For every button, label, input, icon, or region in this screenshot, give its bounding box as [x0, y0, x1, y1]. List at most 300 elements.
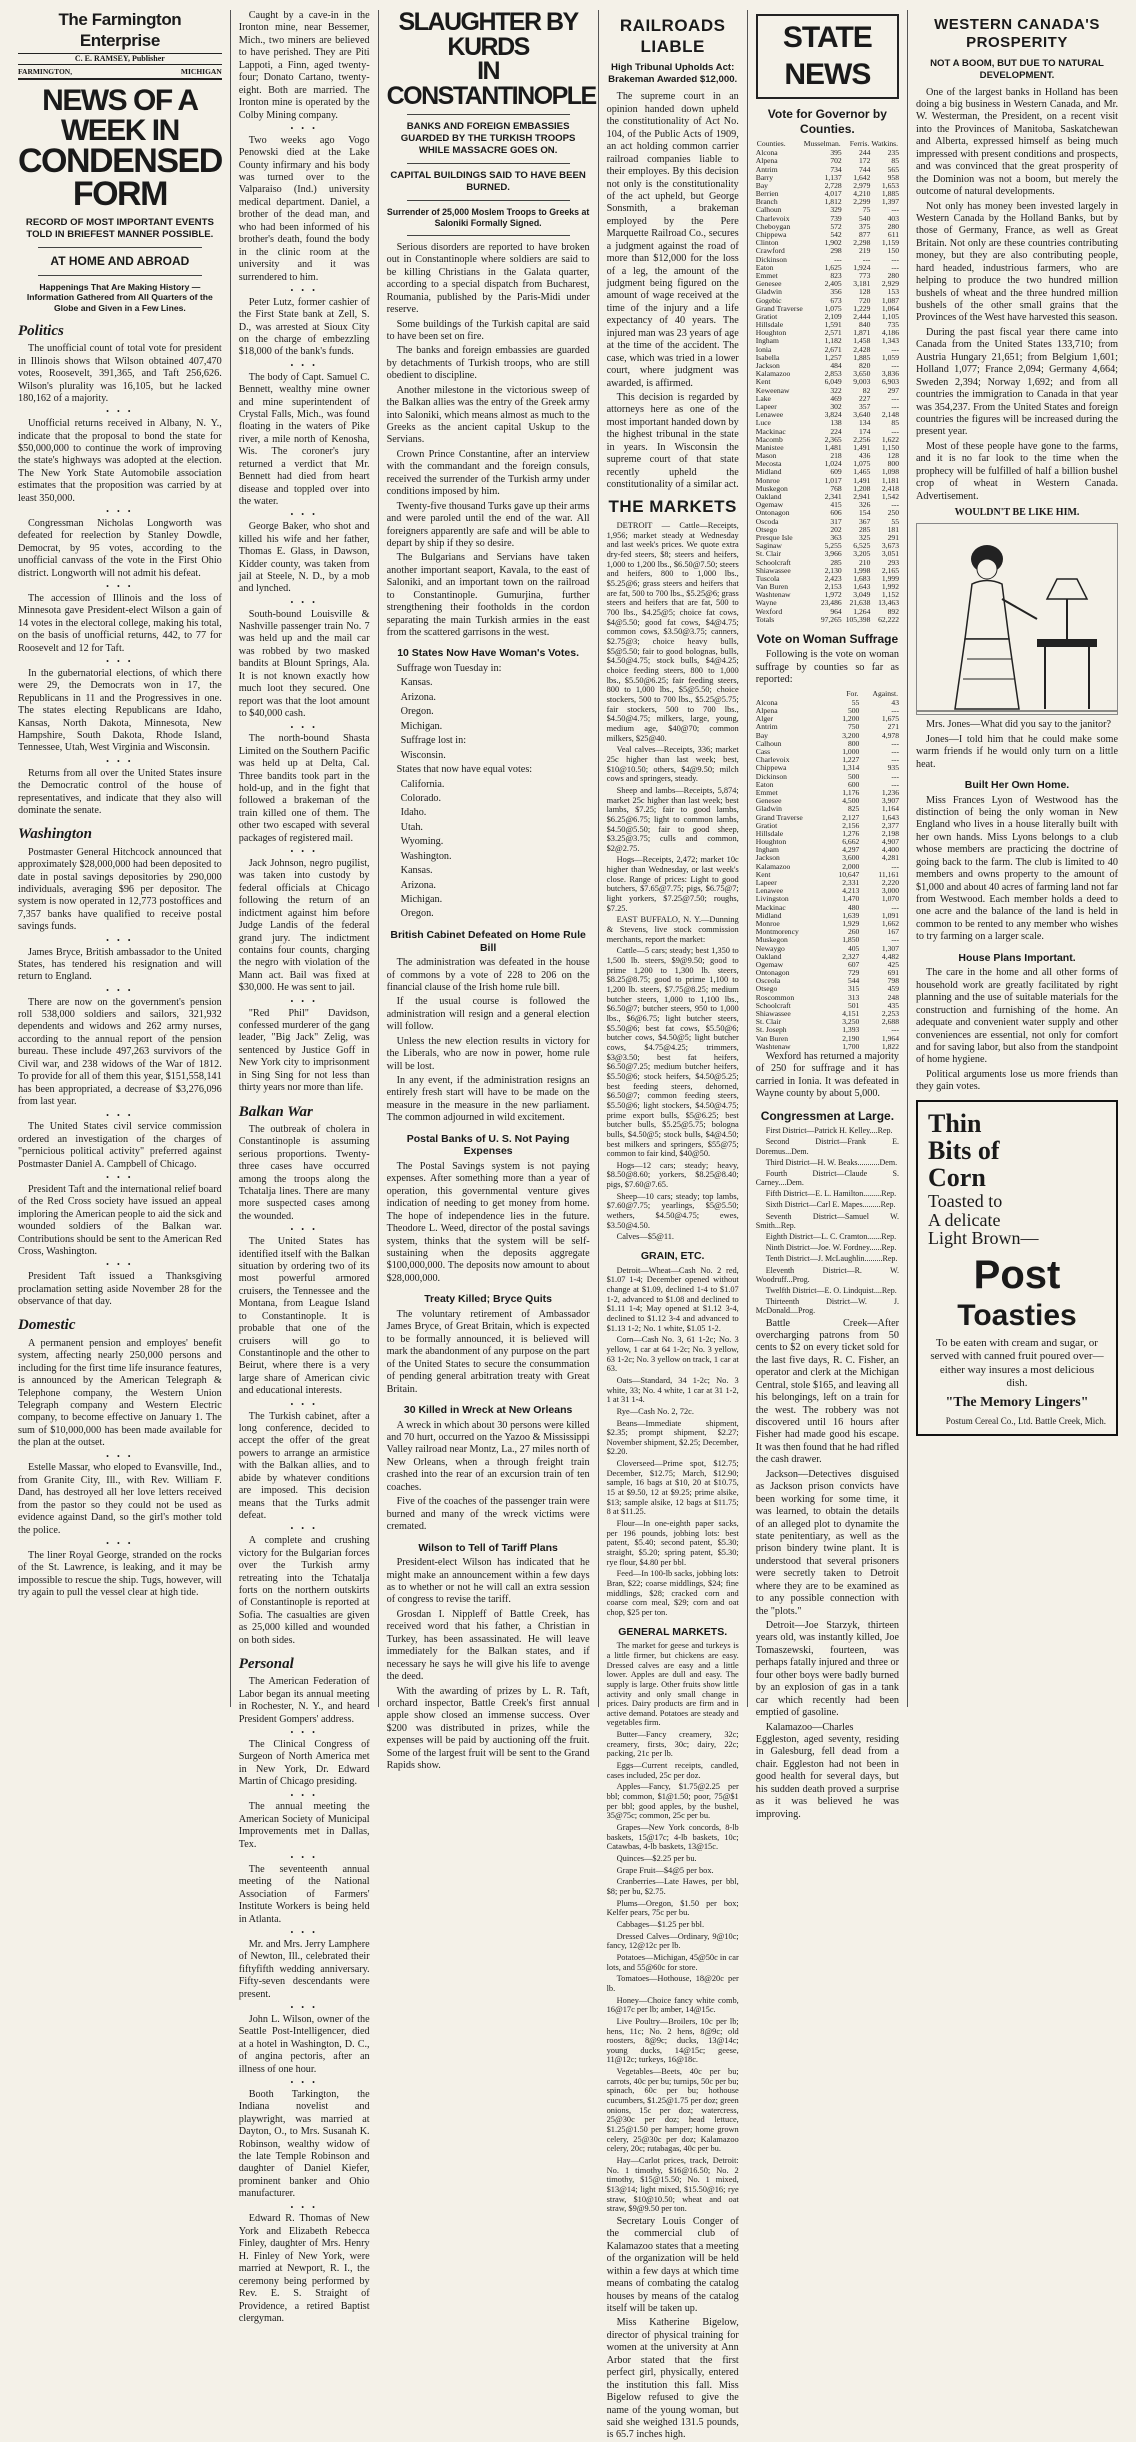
- vote-count: ---: [891, 738, 899, 748]
- county-name: Dickinson: [755, 771, 787, 781]
- vote-count: ---: [891, 205, 899, 215]
- vote-count: 4,978: [881, 730, 899, 740]
- vote-count: 285: [830, 557, 842, 567]
- vote-count: 435: [887, 1000, 899, 1010]
- newspaper-page: [10, 8, 1126, 2441]
- vote-count: 935: [887, 763, 899, 773]
- county-name: Muskegon: [755, 483, 788, 493]
- vote-count: 1,871: [853, 328, 871, 338]
- vote-count: 820: [859, 361, 871, 371]
- masthead-dateline: [18, 64, 222, 80]
- vote-count: 540: [859, 213, 871, 223]
- county-name: Grand Traverse: [755, 812, 803, 822]
- post-toasties-advertisement: [916, 1100, 1118, 1437]
- county-name: Luce: [755, 418, 771, 428]
- vote-count: 2,688: [881, 1017, 899, 1027]
- vote-count: 2,941: [853, 492, 871, 502]
- paragraph: Colorado.: [400, 792, 442, 804]
- section-dots: • • •: [290, 1728, 318, 1738]
- vote-count: 3,205: [853, 549, 871, 559]
- vote-count: ---: [891, 747, 899, 757]
- vote-count: ---: [891, 779, 899, 789]
- vote-count: 1,481: [824, 442, 842, 452]
- vote-count: 4,297: [842, 845, 860, 855]
- county-name: Eaton: [755, 779, 774, 789]
- vote-count: 2,148: [881, 410, 899, 420]
- paragraph: Fifth District—E. L. Hamilton.........Rep.: [765, 1189, 897, 1199]
- cartoon-caption-1: Mrs. Jones—What did you say to the janitor?: [926, 719, 1112, 731]
- paragraph: Hay—Carlot prices, track, Detroit: No. 1 timothy, $16@16.50; No. 2 timothy, $15@15.50; No. 1 mixed, $13@14; light mixed, $15.50@16; rye straw, $10@10.50; wheat and oat straw, $9@9.50 per ton.: [606, 2156, 739, 2214]
- canada-deck: NOT A BOOM, BUT DUE TO NATURAL DEVELOPMENT.: [930, 57, 1104, 81]
- vote-count: 2,341: [824, 492, 842, 502]
- vote-count: 3,836: [881, 369, 899, 379]
- vote-count: 297: [887, 385, 899, 395]
- vote-count: 2,153: [824, 582, 842, 592]
- vote-count: 825: [847, 804, 860, 814]
- vote-count: 3,600: [842, 853, 860, 863]
- vote-count: 1,675: [881, 714, 899, 724]
- county-name: Muskegon: [755, 935, 788, 945]
- vote-count: 363: [830, 532, 842, 542]
- county-name: Isabella: [755, 352, 780, 362]
- county-name: St. Joseph: [755, 1025, 787, 1035]
- section-dots: • • •: [106, 1173, 134, 1183]
- gov-col-musselman: Musselman.: [803, 138, 841, 148]
- vote-count: 5,255: [824, 541, 842, 551]
- washington-paras: [18, 847, 222, 1309]
- vote-count: 1,622: [881, 434, 899, 444]
- section-dots: • • •: [290, 360, 318, 370]
- vote-count: 1,087: [881, 295, 899, 305]
- paragraph: The seventeenth annual meeting of the National Association of Farmers' Institute Workers is being held in Atlanta.: [238, 1863, 370, 1925]
- county-name: Keweenaw: [755, 385, 790, 395]
- paragraph: Washington.: [400, 850, 452, 862]
- heading-governor-vote: Vote for Governor by Counties.: [767, 107, 887, 136]
- county-name: Ontonagon: [755, 968, 790, 978]
- paragraph: Thirteenth District—W. J. McDonald....Prog.: [755, 1297, 899, 1316]
- paragraph: President Taft issued a Thanksgiving proclamation setting aside November 28 for the observance of that day.: [18, 1271, 222, 1308]
- paragraph: Unless the new election results in victory for the Liberals, who are now in power, home rule will be lost.: [386, 1035, 590, 1072]
- county-name: Cheboygan: [755, 221, 791, 231]
- paragraph: Sheep and lambs—Receipts, 5,874; market 25c higher than last week; best lambs, $7.25; fair to good lambs, $6.25@6.75; light to common lambs, $4.50@5.50; fair to good sheep, $3.25@3.75; culls and common, $2@2.75.: [606, 785, 739, 853]
- vote-count: 1,902: [824, 238, 842, 248]
- vote-count: 2,256: [853, 434, 871, 444]
- vote-count: 1,397: [881, 197, 899, 207]
- paragraph: Not only has money been invested largely in Western Canada by the Holland Banks, but by those of Germany, France, as well as Great Britain. Not only are these countries contributing money, but they are also contributing people, hard headed, industrious farmers, who are helping to produce the two hundred million bushels of wheat and the three hundred million bushels of the other small grains that the Provinces of the West have harvested this season.: [916, 200, 1118, 324]
- vote-count: 1,929: [842, 918, 860, 928]
- cartoon-caption-2: Jones—I told him that he could make some warm friends if he would only turn on a little heat.: [916, 733, 1118, 770]
- vote-count: ---: [891, 361, 899, 371]
- vote-count: 1,181: [881, 475, 899, 485]
- paragraph: Serious disorders are reported to have broken out in Constantinople where soldiers are said to be killing Christians in the Galata quarter, according to a special dispatch from Bucharest, Roumania, published by the Paris-Midi under reserve.: [386, 241, 590, 316]
- paragraph: Unofficial returns received in Albany, N. Y., indicate that the proposal to bond the state for $50,000,000 to continue the work of improving the state's highways was adopted at the election. The New York State Automobile association estimates that the proposition was carried by at least 350,000.: [18, 418, 222, 504]
- paragraph: During the past fiscal year there came into Canada from the United States 133,710; from Austria Hungary 21,651; from Belgium 1,601; Holland 1,077; France 2,094; Germany 4,664; Sweden 2,394; Norway 1,692; and from all countries the immigration to Canada in that year was 354,237. From the United States and foreign countries the figures will be increased during the present year.: [916, 326, 1118, 438]
- county-name: Lenawee: [755, 410, 784, 420]
- politics-paras: [18, 343, 222, 817]
- heading-wouldnt: WOULDN'T BE LIKE HIM.: [954, 507, 1080, 518]
- vote-count: 2,377: [881, 820, 899, 830]
- paragraph: Utah.: [400, 821, 423, 833]
- governor-vote-table: [756, 139, 899, 624]
- vote-count: 415: [830, 500, 842, 510]
- vote-count: 739: [830, 213, 842, 223]
- vote-count: 768: [830, 483, 842, 493]
- vote-count: 2,000: [842, 861, 860, 871]
- vote-count: 3,000: [881, 886, 899, 896]
- gov-totals-watkins: 62,222: [878, 614, 899, 624]
- vote-count: 1,307: [881, 943, 899, 953]
- county-name: Roscommon: [755, 992, 795, 1002]
- vote-count: 1,200: [842, 714, 860, 724]
- vote-count: 500: [847, 771, 860, 781]
- paragraph: The outbreak of cholera in Constantinople is assuming serious proportions. Twenty-three cases have occurred among the troops along the Tchatalja lines. There are many more suspected cases among the wounded.: [238, 1123, 370, 1222]
- paragraph: Michigan.: [400, 720, 443, 732]
- vote-count: 425: [887, 959, 899, 969]
- vote-count: 3,181: [853, 279, 871, 289]
- ad-line-3: Corn: [928, 1163, 986, 1193]
- governor-table-totals: [756, 616, 899, 624]
- vote-count: 892: [887, 606, 899, 616]
- paragraph: Mr. and Mrs. Jerry Lamphere of Newton, Ill., celebrated their fiftyfifth wedding anniversary. Fifty-seven descendants were present.: [238, 1938, 370, 2000]
- vote-count: 1,885: [853, 352, 871, 362]
- vote-count: 1,470: [842, 894, 860, 904]
- vote-count: 154: [859, 508, 871, 518]
- col3-deck2: CAPITAL BUILDINGS SAID TO HAVE BEEN BURNED.: [390, 169, 586, 193]
- vote-count: 4,907: [881, 837, 899, 847]
- vote-count: 1,885: [881, 189, 899, 199]
- vote-count: 1,182: [824, 336, 842, 346]
- vote-count: 403: [887, 213, 899, 223]
- county-name: Berrien: [755, 189, 779, 199]
- state-news-title: STATE NEWS: [782, 21, 872, 91]
- paragraph: Booth Tarkington, the Indiana novelist and playwright, was married at Dayton, O., to Mrs. Susanah K. Robinson, wealthy widow of the late Temple Robinson and daughter of Daniel Kiefer, prominent banker and Ohio manufacturer.: [238, 2088, 370, 2200]
- vote-count: 291: [887, 532, 899, 542]
- section-dots: • • •: [290, 847, 318, 857]
- heading-treaty: Treaty Killed; Bryce Quits: [424, 1293, 552, 1306]
- county-name: Van Buren: [755, 1033, 789, 1043]
- paragraph: South-bound Louisville & Nashville passenger train No. 7 was held up and the mail car was robbed by two masked bandits at Blount Springs, Ala. It is not known exactly how much loot they secured. One report was that the loot amount to $40,000 cash.: [238, 608, 370, 720]
- vote-count: 3,673: [881, 541, 899, 551]
- vote-count: 1,653: [881, 180, 899, 190]
- table-row: [756, 518, 899, 526]
- paragraph: Dressed Calves—Ordinary, 9@10c; fancy, 12@12c per lb.: [606, 1931, 739, 1951]
- vote-count: 9,003: [853, 377, 871, 387]
- heading-wreck: 30 Killed in Wreck at New Orleans: [403, 1404, 573, 1417]
- county-name: Alcona: [755, 697, 778, 707]
- county-name: Kent: [755, 869, 771, 879]
- county-name: Chippewa: [755, 763, 787, 773]
- table-row: [756, 977, 899, 985]
- vote-count: 2,418: [881, 483, 899, 493]
- table-row: [756, 387, 899, 395]
- col1-headline-line1: NEWS OF A WEEK IN: [42, 84, 198, 147]
- vote-equal-list: [387, 779, 590, 921]
- paragraph: Secretary Louis Conger of the commercial club of Kalamazoo states that a meeting of the organization will be held within a few days at which time means of combating the catalog houses by means of the catalog itself will be taken up.: [606, 2215, 739, 2315]
- vote-count: 85: [891, 156, 899, 166]
- county-name: Montmorency: [755, 927, 799, 937]
- vote-count: 2,571: [824, 328, 842, 338]
- vote-count: 85: [891, 418, 899, 428]
- ad-toasties: Toasties: [957, 1299, 1077, 1333]
- paragraph: The annual meeting the American Society of Municipal Improvements met in Dallas, Tex.: [238, 1801, 370, 1850]
- heading-built-home: Built Her Own Home.: [964, 778, 1070, 791]
- vote-count: 271: [887, 722, 899, 732]
- ad-line-2: Bits of: [928, 1136, 1000, 1166]
- suffrage-intro: Following is the vote on woman suffrage by counties so far as reported:: [755, 649, 899, 686]
- heading-british-cabinet: British Cabinet Defeated on Home Rule Bill: [390, 928, 586, 954]
- county-name: Kent: [755, 377, 771, 387]
- vote-count: 2,979: [853, 180, 871, 190]
- vote-count: 2,127: [842, 812, 860, 822]
- vote-count: 172: [859, 156, 871, 166]
- paragraph: Cabbages—$1.25 per bbl.: [616, 1919, 705, 1929]
- section-dots: • • •: [290, 510, 318, 520]
- treaty-paras: [387, 1309, 590, 1396]
- vote-count: 227: [859, 393, 871, 403]
- grain-paras: [607, 1266, 739, 1618]
- vote-count: 1,314: [842, 763, 860, 773]
- section-dots: • • •: [290, 2003, 318, 2013]
- paragraph: Corn—Cash No. 3, 61 1-2c; No. 3 yellow, 1 car at 64 1-2c; No. 3 yellow, 63 1-2c; No. 3 yellow on track, 1 car at 63.: [606, 1335, 739, 1374]
- heading-railroads-liable: RAILROADS LIABLE: [619, 16, 726, 56]
- vote-count: ---: [891, 426, 899, 436]
- vote-count: 250: [887, 508, 899, 518]
- vote-count: 1,639: [842, 910, 860, 920]
- vote-count: 2,365: [824, 434, 842, 444]
- county-name: Manistee: [755, 442, 784, 452]
- paragraph: Michigan.: [400, 894, 443, 906]
- col5-last-paras: [756, 1318, 899, 1822]
- vote-count: 1,700: [842, 1041, 860, 1051]
- masthead-state: MICHIGAN: [180, 67, 222, 77]
- table-row: [756, 740, 899, 748]
- heading-general-markets: GENERAL MARKETS.: [618, 1625, 728, 1638]
- vote-count: ---: [891, 935, 899, 945]
- vote-count: 128: [887, 451, 899, 461]
- vote-count: 1,850: [842, 935, 860, 945]
- paragraph: Arizona.: [400, 879, 436, 891]
- paragraph: Cranberries—Late Hawes, per bbl, $8; per bu, $2.75.: [606, 1877, 739, 1896]
- vote-count: ---: [891, 706, 899, 716]
- vote-count: 798: [887, 976, 899, 986]
- county-name: Saginaw: [755, 541, 782, 551]
- vote-count: 1,276: [842, 828, 860, 838]
- vote-count: 1,465: [853, 467, 871, 477]
- section-dots: • • •: [106, 935, 134, 945]
- domestic-paras: [18, 1338, 222, 1600]
- col3-deck1: BANKS AND FOREIGN EMBASSIES GUARDED BY THE TURKISH TROOPS WHILE MASSACRE GOES ON.: [400, 121, 576, 156]
- vote-count: 1,924: [853, 262, 871, 272]
- state-news-box: [756, 14, 899, 99]
- county-name: Mackinac: [755, 902, 786, 912]
- heading-wilson: Wilson to Tell of Tariff Plans: [418, 1541, 558, 1554]
- vote-count: 800: [847, 738, 860, 748]
- vote-count: 202: [830, 524, 842, 534]
- paragraph: DETROIT — Cattle—Receipts, 1,956; market steady at Wednesday and last week's prices. We quote extra dry-fed steers, $8; steers and heifers, 1,000 to 1,200 lbs., $6.50@7.50; steers and heifers, 800 to 1,000 lbs., $5.25@6; grass steers and heifers that are fat, 500 to 700 lbs., $5.25@6; grass steers and heifers that are fat, 500 to 700 lbs., $4.25@5; choice fat cows, $4@5.50; good fat cows, $4@4.75; common cows, $3.50@3.75; canners, $2.75@3; choice heavy bulls, $5@5.50; fair to good bolognas, bulls, $4.50@4.75; stock bulls, $4@4.25; choice feeding steers, 800 to 1,000 lbs., $5.50@6.25; fair feeding steers, 800 to 1,000 lbs., $5@5.50; choice stockers, 500 to 700 lbs., $5.25@5.75; fair stockers, 500 to 700 lbs., $4.50@4.75; milkers, large, young, medium age, $40@70; common milkers, $25@40.: [606, 521, 739, 743]
- county-name: Calhoun: [755, 205, 782, 215]
- col3-headline-line2: IN CONSTANTINOPLE: [386, 57, 596, 110]
- gov-col-ferris: Ferris.: [849, 138, 870, 148]
- ad-line-1: Thin: [928, 1108, 982, 1138]
- paragraph: Hogs—Receipts, 2,472; market 10c higher than Wednesday, or last week's close. Range of prices: Light to good butchers, $7.65@7.75; pigs, $6.75@7; light yorkers, $7.25@7.50; roughs, $7.25.: [606, 855, 739, 913]
- table-row: [756, 707, 899, 715]
- county-name: Dickinson: [755, 254, 787, 264]
- vote-count: 3,824: [824, 410, 842, 420]
- paragraph: Cattle—5 cars; steady; best 1,350 to 1,500 lb. steers, $9@9.50; good to prime 1,200 to 1,300 lb. steers, $8.25@8.75; good to prime 1,100 to 1,200 lb. steers, $7.75@8.25; medium butcher steers, 1,000 to 1,100 lbs., $6.50@7; butcher steers, 950 to 1,000 lbs., $6@6.75; light butcher steers, $5.50@6; best fat cows, $5.50@6; butcher cows, $4.50@5; light butcher cows, $4.75@4.25; trimmers, $3@3.50; best fat heifers, $6.50@7.25; medium butcher heifers, $5.50@6; stock heifers, $4.50@5.25; best feeding steers, dehorned, $6.50@7; common feeding steers, $5.50@6; light stockers, $4.50@4.75; prime export bulls, $5@6.25; best butcher bulls, $5.25@5.75; bologna bulls, $4.50@5; stock bulls, $4@4.50; best milkers and springers, $55@75; common to fair kind, $40@50.: [606, 946, 739, 1159]
- paragraph: Sheep—10 cars; steady; top lambs, $7.60@7.75; yearlings, $5@5.50; wethers, $4.50@4.75; ewes, $3.50@4.50.: [606, 1191, 739, 1230]
- county-name: Alger: [755, 714, 774, 724]
- vote-won-list: [387, 677, 590, 762]
- paragraph: Edward R. Thomas of New York and Elizabeth Rebecca Finley, daughter of Mrs. Henry H. Finley of New York, were married at Newport, R. I., the ceremony being performed by Rev. E. S. Straight of Providence, a retired Baptist clergyman.: [238, 2213, 370, 2324]
- county-name: Ogemaw: [755, 959, 784, 969]
- paragraph: California.: [400, 778, 445, 790]
- ad-line-6: Light Brown—: [928, 1228, 1039, 1249]
- county-name: Cass: [755, 747, 771, 757]
- column-6: [908, 10, 1126, 1707]
- vote-count: 500: [847, 706, 860, 716]
- county-name: Oscoda: [755, 516, 779, 526]
- table-row: [756, 1043, 899, 1051]
- county-name: Houghton: [755, 328, 787, 338]
- heading-western-canada: WESTERN CANADA'S PROSPERITY: [934, 16, 1100, 52]
- paragraph: Battle Creek—After overcharging patrons from 50 cents to $2 on every ticket sold for the last five days, R. C. Fisher, an operator and clerk at the Michigan Central, stole $165, and leaving all his belongings, left on a train for the west. The robbery was not discovered until 16 hours after Fisher had made good his escape. It was then found that he had rifled the cash drawer.: [755, 1317, 899, 1466]
- county-name: Monroe: [755, 475, 780, 485]
- paragraph: Two weeks ago Vogo Penowski died at the Lake County infirmary and his body was turned over to the Valparaiso (Ind.) university medical department. Daniel, a brother of the dead man, and who had been informed of his brother's death, found the body in the clinic room at the university and it was surrendered to him.: [238, 134, 370, 283]
- heading-postal-banks: Postal Banks of U. S. Not Paying Expenses: [406, 1132, 570, 1158]
- county-name: Midland: [755, 910, 782, 920]
- county-name: Alcona: [755, 148, 778, 158]
- vote-count: 6,903: [881, 377, 899, 387]
- vote-count: 720: [859, 295, 871, 305]
- county-name: Presque Isle: [755, 532, 793, 542]
- vote-count: 138: [830, 418, 842, 428]
- paragraph: With the awarding of prizes by L. R. Taft, orchard inspector, Battle Creek's first annual apple show closed an immense success. Over $200 was distributed in prizes, while the expenses will be paid by auctioning off the fruit. Some of the largest fruit will be sent to the Grand Rapids show.: [386, 1685, 590, 1772]
- paragraph: The supreme court in an opinion handed down upheld the constitutionality of Act No. 104, of the Public Acts of 1909, an act holding common carrier railroad companies liable to their employes. By this decision not only is the constitutionality of the act upheld, but George Sonsmith, a brakeman employed by the Pere Marquette Railroad Co., secures a judgment against the road of more than $12,000 for the loss of a leg, the amount of the judgment being figured on the amount of wage received at the time of the injury and a life expectancy of 40 years. The injured man was 23 years of age at the time of the accident. The case, which was tried in a lower court, where judgment was awarded, is affirmed.: [606, 91, 739, 389]
- vote-count: 2,728: [824, 180, 842, 190]
- vote-count: 1,642: [853, 172, 871, 182]
- county-name: St. Clair: [755, 1017, 782, 1027]
- vote-count: 3,049: [853, 590, 871, 600]
- county-name: Macomb: [755, 434, 783, 444]
- county-name: Lenawee: [755, 886, 784, 896]
- section-dots: • • •: [290, 1524, 318, 1534]
- paragraph: The Bulgarians and Servians have taken another important seaport, Kavala, to the east of Saloniki, and an important town on the railroad to Constantinople. Gumurjina, further strengthening their footholds in the cordon separating the main Turkish armies in the east from the scattered garrisons in the west.: [386, 552, 590, 639]
- vote-count: 134: [859, 418, 871, 428]
- vote-count: 1,972: [824, 590, 842, 600]
- vote-count: 322: [830, 385, 842, 395]
- vote-count: 1,164: [881, 804, 899, 814]
- vote-count: 1,000: [842, 747, 860, 757]
- vote-count: 260: [847, 927, 860, 937]
- vote-count: ---: [891, 755, 899, 765]
- vote-count: 480: [847, 902, 860, 912]
- vote-count: 128: [859, 287, 871, 297]
- county-name: Hillsdale: [755, 828, 784, 838]
- county-name: Oakland: [755, 492, 782, 502]
- table-row: [756, 444, 899, 452]
- county-name: Genesee: [755, 279, 782, 289]
- county-name: Newaygo: [755, 943, 785, 953]
- vote-count: 11,161: [878, 869, 899, 879]
- vote-count: 6,525: [853, 541, 871, 551]
- gov-totals-ferris: 105,398: [845, 614, 871, 624]
- paragraph: Plums—Oregon, $1.50 per box; Kelfer pears, 75c per bu.: [606, 1898, 739, 1918]
- county-name: St. Clair: [755, 549, 782, 559]
- vote-count: 302: [830, 401, 842, 411]
- vote-count: 167: [887, 927, 899, 937]
- col3-paras: [387, 242, 590, 640]
- vote-count: 1,964: [881, 1033, 899, 1043]
- vote-count: 1,999: [881, 573, 899, 583]
- vote-count: 1,075: [853, 459, 871, 469]
- paragraph: Potatoes—Michigan, 45@50c in car lots, and 55@60c for store.: [606, 1952, 739, 1972]
- gov-totals-label: Totals: [755, 614, 775, 624]
- paragraph: Hogs—12 cars; steady; heavy, $8.50@8.60; yorkers, $8.25@8.40; pigs, $7.60@7.65.: [606, 1160, 739, 1190]
- vote-count: 958: [887, 172, 899, 182]
- county-name: Hillsdale: [755, 320, 784, 330]
- county-name: Otsego: [755, 984, 778, 994]
- vote-count: 23,486: [820, 598, 842, 608]
- paragraph: Tomatoes—Hothouse, 18@20c per lb.: [606, 1974, 739, 1993]
- county-name: Chippewa: [755, 230, 787, 240]
- vote-count: 3,051: [881, 549, 899, 559]
- vote-count: 1,105: [881, 311, 899, 321]
- vote-count: 280: [887, 270, 899, 280]
- cartoon-woman-lamp-icon: [917, 529, 1117, 714]
- divider: [407, 163, 570, 164]
- vote-count: 2,405: [824, 279, 842, 289]
- county-name: Oakland: [755, 951, 782, 961]
- county-name: Clinton: [755, 238, 779, 248]
- paragraph: A wreck in which about 30 persons were killed and 70 hurt, occurred on the Yazoo & Mississippi Valley railroad near Montz, La., 27 miles north of New Orleans, when a through freight train crashed into the rear of an excursion train of ten coaches.: [386, 1419, 590, 1493]
- cabinet-paras: [387, 957, 590, 1125]
- vote-count: 4,186: [881, 328, 899, 338]
- suffrage-note: Wexford has returned a majority of 250 for suffrage and it has carried in Ionia. It was defeated in Wayne county by about 5,000.: [755, 1050, 899, 1100]
- vote-count: 1,091: [881, 910, 899, 920]
- paragraph: Ninth District—Joe. W. Fordney......Rep.: [765, 1243, 897, 1253]
- county-name: Houghton: [755, 837, 787, 847]
- paragraph: Rye—Cash No. 2, 72c.: [616, 1406, 694, 1416]
- heading-congressmen: Congressmen at Large.: [760, 1108, 895, 1123]
- suf-col-for: For.: [846, 688, 859, 698]
- vote-count: 3,250: [842, 1017, 860, 1027]
- section-dots: • • •: [106, 407, 134, 417]
- vote-count: 1,176: [842, 787, 860, 797]
- vote-count: 565: [887, 164, 899, 174]
- paragraph: Butter—Fancy creamery, 32c; creamery, firsts, 30c; dairy, 22c; packing, 21c per lb.: [606, 1730, 739, 1759]
- vote-count: 1,227: [842, 755, 860, 765]
- vote-count: 1,343: [881, 336, 899, 346]
- section-dots: • • •: [106, 657, 134, 667]
- paragraph: Oregon.: [400, 706, 434, 718]
- section-dots: • • •: [290, 1225, 318, 1235]
- section-dots: • • •: [106, 985, 134, 995]
- paragraph: This decision is regarded by attorneys here as one of the most important handed down by the highest tribunal in the state in years. In Wisconsin the supreme court of that state recently upheld the constitutionality of a similar act.: [606, 391, 739, 490]
- paragraph: President-elect Wilson has indicated that he might make an announcement within a few days as to whether or not he will call an extra session of congress to revise the tariff.: [386, 1557, 590, 1606]
- county-name: Antrim: [755, 164, 778, 174]
- county-name: Mason: [755, 451, 777, 461]
- divider: [407, 235, 570, 236]
- vote-count: 1,683: [853, 573, 871, 583]
- vote-count: ---: [834, 254, 842, 264]
- heading-markets: THE MARKETS: [608, 497, 737, 517]
- column-3: [379, 8, 599, 1772]
- county-name: Livingston: [755, 894, 789, 904]
- vote-count: 2,929: [881, 279, 899, 289]
- paragraph: Cloverseed—Prime spot, $12.75; December, $12.75; March, $12.90; sample, 16 bags at $10, 20 at $10.75, 15 at $9.50, 12 at $9.25; prime alsike, $13; sample alsike, 12 bags at $11.75; 8 at $11.25.: [606, 1459, 739, 1517]
- column-5: [748, 10, 908, 1820]
- masthead-title: The Farmington Enterprise: [18, 10, 222, 54]
